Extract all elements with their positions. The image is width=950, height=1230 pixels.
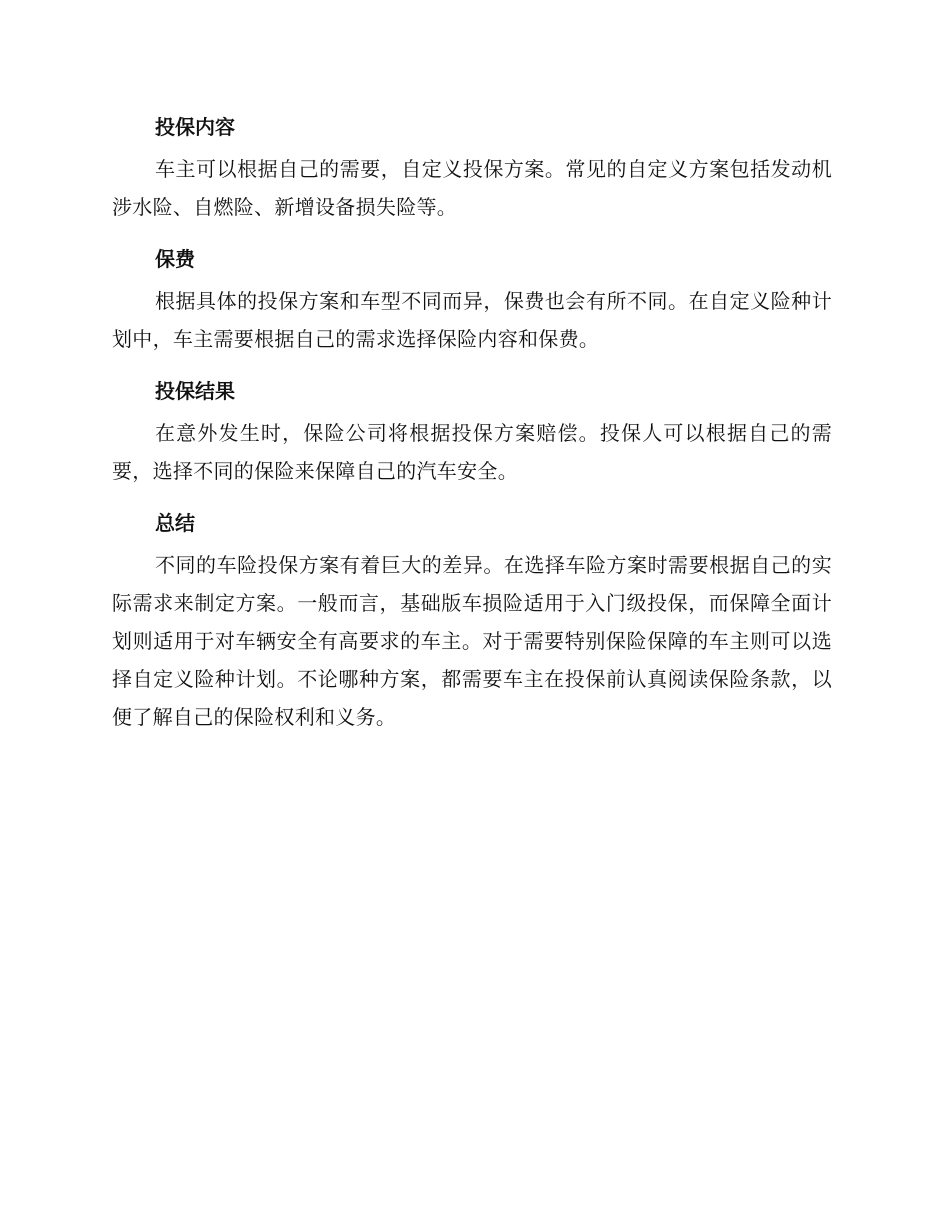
section-heading-summary: 总结 bbox=[155, 511, 195, 535]
document-content bbox=[112, 108, 832, 750]
section-heading-premium: 保费 bbox=[155, 247, 195, 271]
section-body-premium: 根据具体的投保方案和车型不同而异，保费也会有所不同。在自定义险种计划中，车主需要根据自己的需求选择保险内容和保费。 bbox=[112, 289, 832, 351]
section-body-result: 在意外发生时，保险公司将根据投保方案赔偿。投保人可以根据自己的需要，选择不同的保险来保障自己的汽车安全。 bbox=[112, 421, 832, 483]
section-heading-coverage: 投保内容 bbox=[155, 115, 235, 139]
section-heading-result: 投保结果 bbox=[155, 379, 235, 403]
section-body-summary: 不同的车险投保方案有着巨大的差异。在选择车险方案时需要根据自己的实际需求来制定方案。一般而言，基础版车损险适用于入门级投保，而保障全面计划则适用于对车辆安全有高要求的车主。对于需要特别保险保障的车主则可以选择自定义险种计划。不论哪种方案，都需要车主在投保前认真阅读保险条款，以便了解自己的保险权利和义务。 bbox=[112, 553, 832, 729]
section-body-coverage: 车主可以根据自己的需要，自定义投保方案。常见的自定义方案包括发动机涉水险、自燃险、新增设备损失险等。 bbox=[112, 157, 832, 219]
